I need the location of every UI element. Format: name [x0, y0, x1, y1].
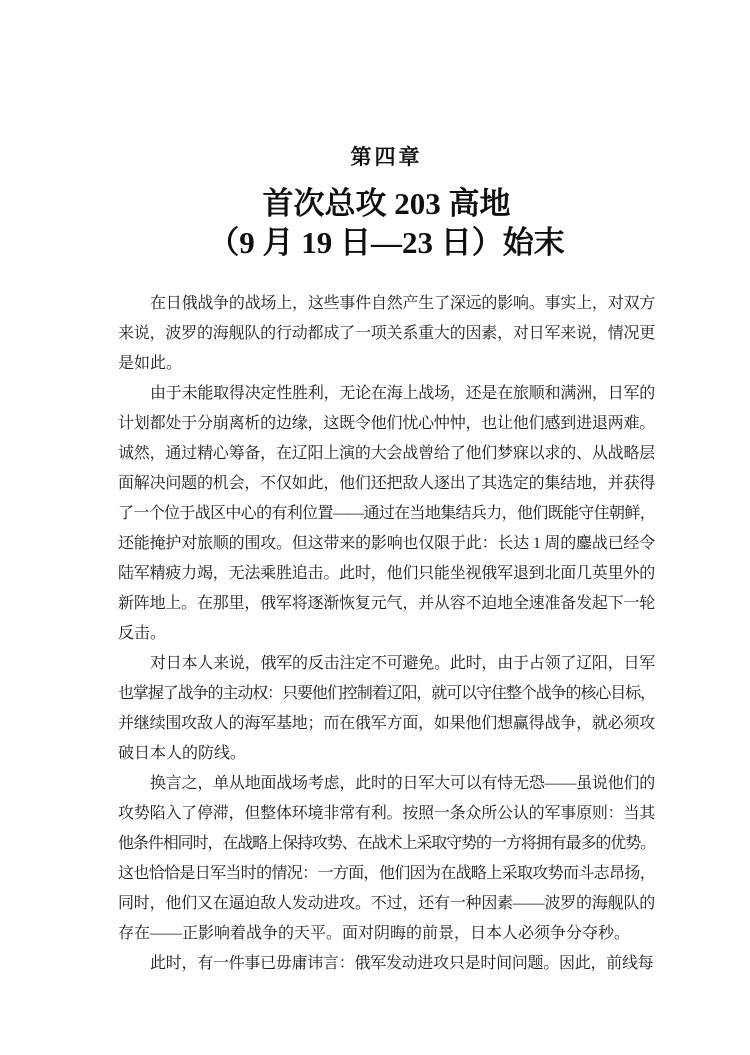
text-line: 对日本人来说，俄军的反击注定不可避免。此时，由于占领了辽阳，日军	[150, 655, 655, 672]
chapter-title-line-1: 首次总攻 203 高地	[262, 186, 511, 221]
paragraph	[118, 769, 655, 949]
paragraph	[118, 649, 655, 769]
text-line: 同时，他们又在逼迫敌人发动进攻。不过，还有一种因素——波罗的海舰队的	[118, 895, 655, 912]
chapter-number-heading: 第四章	[350, 145, 423, 169]
paragraph	[118, 949, 655, 979]
paragraph	[118, 289, 655, 379]
text-line: 破日本人的防线。	[118, 745, 247, 762]
text-line: 并继续围攻敌人的海军基地；而在俄军方面，如果他们想赢得战争，就必须攻	[118, 715, 655, 732]
text-line: 换言之，单从地面战场考虑，此时的日军大可以有恃无恐——虽说他们的	[150, 775, 655, 792]
text-line: 此时，有一件事已毋庸讳言：俄军发动进攻只是时间问题。因此，前线每	[150, 955, 654, 972]
text-line: 他条件相同时，在战略上保持攻势、在战术上采取守势的一方将拥有最多的优势。	[118, 835, 655, 852]
text-line: 是如此。	[118, 355, 183, 372]
paragraph	[118, 379, 655, 649]
text-line: 由于未能取得决定性胜利，无论在海上战场，还是在旅顺和满洲，日军的	[150, 385, 655, 402]
text-line: 攻势陷入了停滞，但整体环境非常有利。按照一条众所公认的军事原则：当其	[118, 805, 655, 822]
text-line: 陆军精疲力竭，无法乘胜追击。此时，他们只能坐视俄军退到北面几英里外的	[118, 565, 655, 582]
text-line: 诚然，通过精心筹备，在辽阳上演的大会战曾给了他们梦寐以求的、从战略层	[118, 445, 655, 462]
chapter-title-line-2: （9 月 19 日—23 日）始末	[208, 225, 565, 260]
text-line: 存在——正影响着战争的天平。面对阴晦的前景，日本人必须争分夺秒。	[118, 925, 631, 942]
chapter-title	[118, 184, 655, 262]
text-line: 计划都处于分崩离析的边缘，这既令他们忧心忡忡，也让他们感到进退两难。	[118, 415, 655, 432]
text-line: 也掌握了战争的主动权：只要他们控制着辽阳，就可以守住整个战争的核心目标，	[118, 685, 655, 702]
text-line: 了一个位于战区中心的有利位置——通过在当地集结兵力，他们既能守住朝鲜，	[118, 505, 655, 522]
body-text	[118, 289, 655, 979]
text-line: 在日俄战争的战场上，这些事件自然产生了深远的影响。事实上，对双方	[150, 295, 655, 312]
text-line: 还能掩护对旅顺的围攻。但这带来的影响也仅限于此：长达 1 周的鏖战已经令	[118, 535, 655, 552]
text-line: 反击。	[118, 625, 167, 642]
type-area	[118, 0, 655, 979]
text-line: 来说，波罗的海舰队的行动都成了一项关系重大的因素，对日军来说，情况更	[118, 325, 655, 342]
text-line: 这也恰恰是日军当时的情况：一方面，他们因为在战略上采取攻势而斗志昂扬，	[118, 865, 655, 882]
text-line: 新阵地上。在那里，俄军将逐渐恢复元气，并从容不迫地全速准备发起下一轮	[118, 595, 655, 612]
text-line: 面解决问题的机会，不仅如此，他们还把敌人逐出了其选定的集结地，并获得	[118, 475, 655, 492]
